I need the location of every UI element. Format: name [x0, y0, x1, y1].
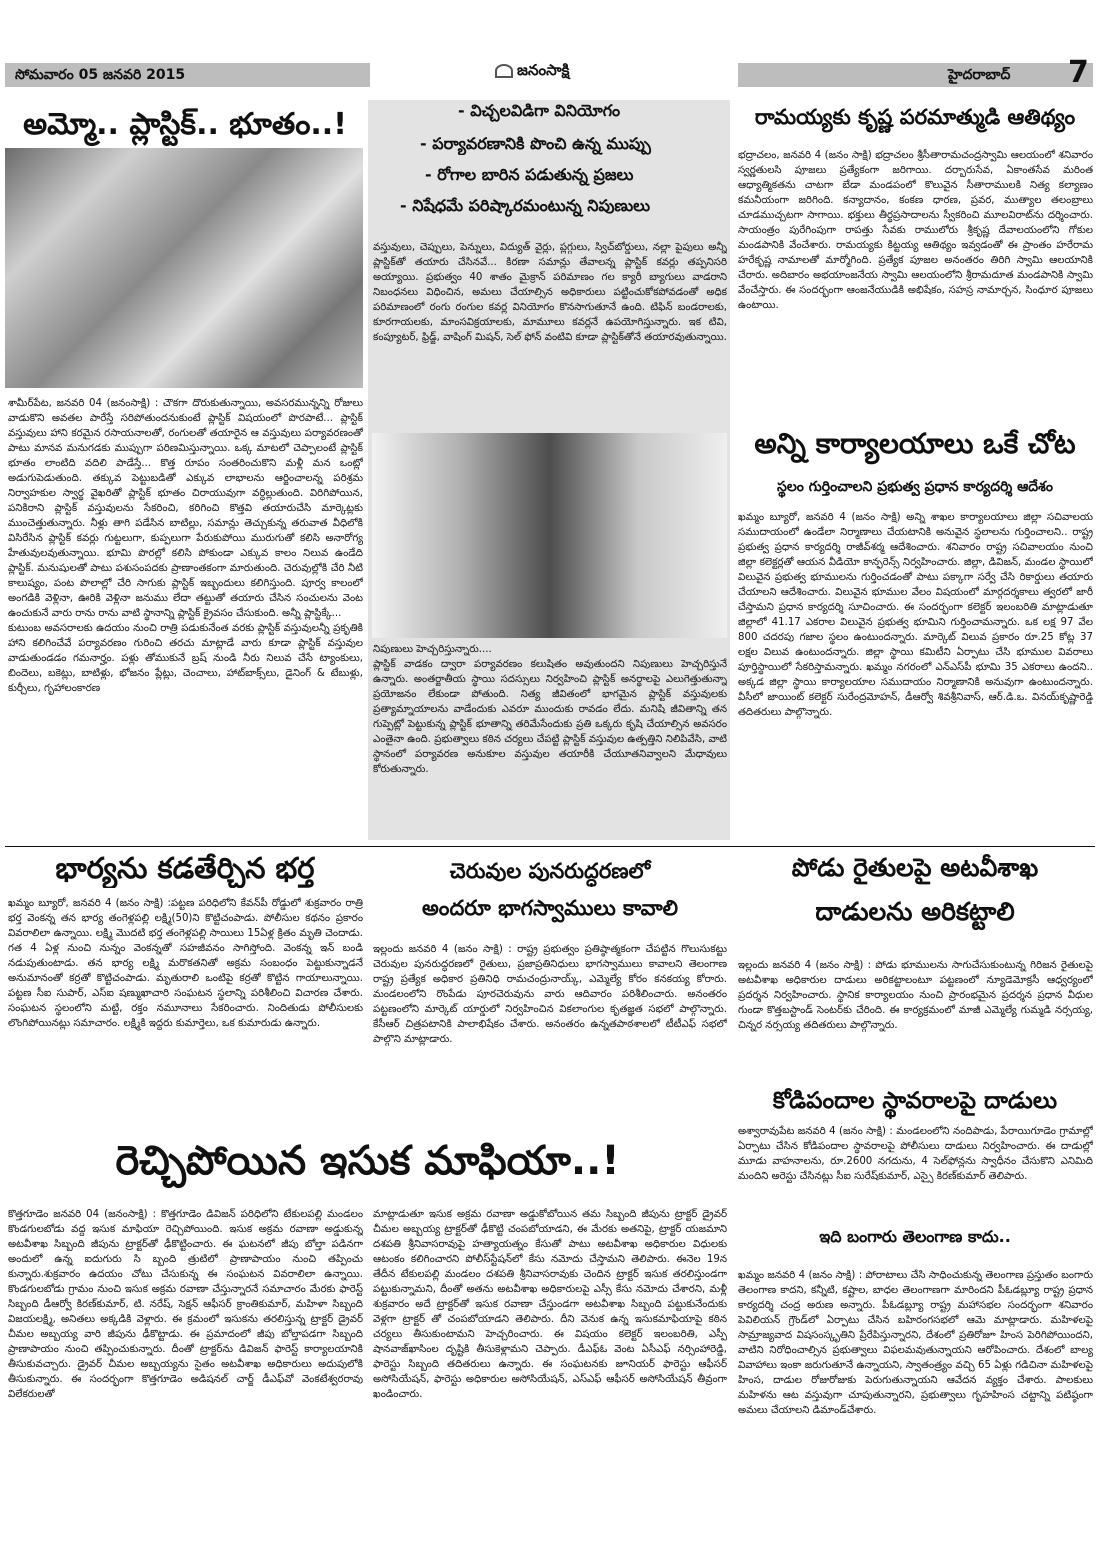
- telangana-headline: ఇది బంగారు తెలంగాణ కాదు..: [819, 1227, 1011, 1246]
- offices-headline: అన్ని కార్యాలయాలు ఒకే చోట: [754, 427, 1076, 460]
- podu-headline-line-2: దాడులను అరికట్టాలి: [815, 897, 1015, 926]
- ponds-headline-line-1: చెరువుల పునరుద్ధరణలో: [449, 859, 651, 883]
- masthead-city: హైదరాబాద్: [738, 63, 1093, 87]
- plastic-bullet-3: - రోగాల బారిన పడుతున్న ప్రజలు: [425, 165, 634, 184]
- plastic-bullet-4: - నిషేధమే పరిష్కారమంటున్న నిపుణులు: [400, 196, 651, 215]
- masthead: [0, 55, 1100, 95]
- husband-body: ఖమ్మం బ్యూరో, జనవరి 4 (జనం సాక్షి) :పట్టణ పరిధిలోని కేవన్‌పీ రోడ్డులో శుక్రవారం రాత్రి భర్త వెంకన్న తన భార్య తంగెళ్లపల్లి లక్ష్మి(50)ని కొట్టిచంపాడు. పోలీసుల కథనం ప్రకారం వివరాలిలా ఉన్నాయి. లక్ష్మి మొదటి భర్త తంగెళ్లపల్లి సాయిలు 15ఏళ్ల క్రితం మృతి చెందాడు. గత 4 ఏళ్ల నుంచి నున్నం వెంకన్నతో సహజీవనం సాగిస్తోంది. వెంకన్న ఇన్ బండి నడుపుతుంటాడు. తన భార్య లక్ష్మి మరొకతనితో అక్రమ సంబంధం పెట్టుకున్నాడనే అనుమానంతో కర్రతో కొట్టిచంపాడు. మృతురాలి ఒంటిపై కర్రతో కొట్టిన గాయాలున్నాయి. పట్టణ సీఐ సుపార్, ఎస్ఐ షణ్ముఖాచారి సంఘటన స్థలాన్ని పరిశీలించి విచారణ చేశారు. సంఘటన స్థలంలోని మట్టి, రక్తం నమూనాలు సేకరించారు. నిందితుడు పోలీసులకు లొంగిపోయినట్లు సమాచారం. లక్ష్మికి ఇద్దరు కుమార్తెలు, ఒక కుమారుడు ఉన్నారు.: [8, 898, 363, 1029]
- newspaper-logo-icon: [495, 64, 513, 78]
- plastic-mid-body-bottom: నిపుణులు హెచ్చరిస్తున్నారు.... ప్లాస్టిక్ వాడకం ద్వారా పర్యావరణం కలుషితం అవుతుందని నిపుణులు హెచ్చరిస్తునే ఉన్నారు. అంతర్జాతీయ స్థాయి సదస్సులు నిర్వహించి ప్లాస్టిక్ అనర్థాలపై ఎలుగెత్తుతున్నా ప్రయోజనం లేకుండా పోతుంది. నిత్య జీవితంలో భాగమైన ప్లాస్టిక్ వస్తువులకు ప్రత్యామ్నాయాలను వాడేందుకు ఎవరూ ముందుకు రావడం లేదు. మనిషి జీవితాన్ని తన గుప్పెట్లో పెట్టుకున్న ప్లాస్టిక్ భూతాన్ని తరిమేసేందుకు ప్రతి ఒక్కరు కృషి చేయాల్సిన అవసరం ఎంతైనా ఉంది. ప్రభుత్వాలు కఠిన చర్యలు చేపట్టి ప్లాస్టిక్ వస్తువుల ఉత్పత్తిని నిలిపివేసి, వాటి స్థానంలో పర్యావరణ అనుకూల వస్తువుల తయారీకి చేయూతనివ్వాలని మేధావులు కోరుతున్నారు.: [373, 644, 727, 775]
- sand-body-col-1: కొత్తగూడెం జనవరి 04 (జనంసాక్షి) : కొత్తగూడెం డివిజన్ పరిధిలోని టేకులపల్లి మండలం కొండగులబోడు వద్ద ఇసుక మాఫియా రెచ్చిపోయింది. ఇసుక అక్రమ రవాణా అడ్డుకున్న అటవీశాఖ సిబ్బంది జీపును ట్రాక్టర్‌తో ఢీకొట్టించారు. ఈ ఘటనలో జీపు బోల్తా పడినగా అందులో ఉన్న ఐదుగురు సి బ్బంది త్రుటిలో ప్రాణాపాయం నుంచి తప్పించు కున్నారు.శుక్రవారం ఉదయం చోటు చేసుకున్న ఈ సంఘటన వివరాలిలా ఉన్నాయి. కొండగులబోడు గ్రామం నుంచి ఇసుక అక్రమ రవాణా చేస్తున్నారనే సమాచారం మేరకు ఫారెస్ట్ సిబ్బంది డీఆర్వో కిరణ్‌కుమార్, టి. నరేష్, సెక్షన్ ఆఫీసర్ క్రాంతికుమార్, మహిళా సిబ్బంది విజయలక్ష్మి, అనితలు అక్కడికి వెళ్లారు. ఈ క్రమంలో ఇసుకను తరలిస్తున్న ట్రాక్టర్ డ్రైవర్ చీమల అబ్బయ్య వారి జీపును ఢీకొట్టాడు. ఈ ప్రమాదంలో జీపు బోల్తాపడగా సిబ్బంది ప్రాణాపాయం నుంచి తప్పించుకున్నారు. దీంతో ట్రాక్టర్‌ను డివిజన్ ఫారెస్ట్ కార్యాలయానికి తీసుకువచ్చారు. డ్రైవర్ చీమల అబ్బయ్యను సైతం అటవీశాఖ అధికారులు అదుపులోకి తీసుకున్నారు. ఈ సందర్భంగా కొత్తగూడెం అడిషనల్ చార్జ్ డీఎఫ్‌వో వెంకటేశ్వరరావు విలేకరులతో: [8, 1209, 363, 1400]
- plastic-bags-photo: [372, 433, 727, 638]
- plastic-headline: అమ్మో.. ప్లాస్టిక్.. భూతం..!: [23, 107, 347, 142]
- page-number: 7: [1068, 55, 1089, 90]
- masthead-logo: [495, 61, 569, 83]
- rooster-body: అశ్వారావుపేట జనవరి 4 (జనం సాక్షి) : మండలంలోని నందిపాడు, పేరాయిగూడెం గ్రామాల్లో ఏర్పాటు చేసిన కోడిపందాల స్థావరాలపై పోలీసులు దాడులు నిర్వహించారు. ఈ దాడుల్లో మూడు వాహనాలను, రూ.2600 నగదును, 4 సెల్‌ఫోన్లను స్వాధీనం చేసుకొని ఎనిమిది మందిని అరెస్టు చేసినట్లు సీఐ సురేష్‌కుమార్, ఎస్సై కిరణ్‌కుమార్ తెలిపారు.: [738, 1126, 1093, 1182]
- masthead-date: సోమవారం 05 జనవరి 2015: [5, 63, 370, 87]
- offices-subhead: స్థలం గుర్తించాలని ప్రభుత్వ ప్రధాన కార్యదర్శి ఆదేశం: [777, 479, 1053, 495]
- podu-headline-line-1: పోడు రైతులపై అటవీశాఖ: [791, 853, 1039, 882]
- section-divider: [5, 846, 1095, 847]
- plastic-bullet-2: - పర్యావరణానికి పొంచి ఉన్న ముప్పు: [420, 134, 651, 153]
- rooster-headline: కోడిపందాల స్థావరాలపై దాడులు: [772, 1088, 1058, 1114]
- ponds-body: ఇల్లందు జనవరి 4 (జనం సాక్షి) : రాష్ట్ర ప్రభుత్వం ప్రతిష్ఠాత్మకంగా చేపట్టిన గొలుసుకట్టు చెరువుల పునరుద్ధరణలో రైతులు, ప్రజాప్రతినిధులు భాగస్వాములు కావాలని తెలంగాణ రాష్ట్ర ప్రత్యేక అధికార ప్రతినిధి రామచంద్రునాయ్క్, ఎమ్మెల్యే కోరం కనకయ్య కోరారు. మండలంలోని రొంపేడు పూరచెరువును వారు ఆదివారం పరిశీలించారు. అనంతరం పట్టణంలోని మార్కెట్ యార్డులో నిర్వహించిన వికలాంగుల కృతజ్ఞత సభలో పాల్గొన్నారు. కేసీఆర్ చిత్రపటానికి పాలాభిషేకం చేశారు. అనంతరం ఉన్నతపాఠశాలలో టీటీఎఫ్ సభలో పాల్గొని మాట్లాడారు.: [373, 944, 727, 1045]
- sand-body-col-2: మాట్లాడుతూ ఇసుక అక్రమ రవాణా అడ్డుకోబోయిన తమ సిబ్బంది జీపును ట్రాక్టర్ డ్రైవర్ చీమల అబ్బయ్య ట్రాక్టర్‌తో ఢీకొట్టి చంపబోయాడని, ఈ మేరకు అతనిపై, ట్రాక్టర్ యజమాని దశపతి శ్రీనివాసరావుపై హత్యాయత్నం కేసుతో పాటు అటవీశాఖ అధికారుల విధులకు ఆటంకం కలిగించారని పోలీస్‌స్టేషన్‌లో కేసు నమోదు చేస్తామని తెలిపారు. ఈనెల 19న తేదీన టేకులపల్లి మండలం దశపతి శ్రీనివాసరావుకు చెందిన ట్రాక్టర్ ఇసుక తరలిస్తుండగా పట్టుకున్నామని, దీంతో అతను అటవీశాఖ అధికారులపై ఎస్సీ కేసు నమోదు చేశారని, మళ్లీ శుక్రవారం అదే ట్రాక్టర్‌తో ఇసుక రవాణా చేస్తుండగా అటవీశాఖ సిబ్బంది పట్టుకునేందుకు వెళ్లగా ట్రాక్టర్ తో చంపబోయాడని తెలిపారు. దీని వెనుక ఉన్న ఇసుకమాఫియాపై కఠిన చర్యలు తీసుకుంటామని హెచ్చరించారు. ఈ విషయం కలెక్టర్ ఇలంబరితి, ఎస్పీ షానవాజ్‌ఖాసింల దృష్టికి తీసుకెళ్లామని చెప్పారు. డీఎఫ్‌ఓ వెంట ఏసీఎఫ్ నర్సింహారెడ్డి, ఫారెస్టు సిబ్బంది తదితరులు ఉన్నారు. ఈ సంఘటనకు జూనియర్ ఫారెస్టు ఆఫీసర్ అసోసియేషన్, ఫారెస్టు అధికారుల అసోసియేషన్, ఎస్‌ఎఫ్ ఆఫీసర్ అసోసియేషన్ తీవ్రంగా ఖండించారు.: [373, 1209, 727, 1400]
- offices-body: ఖమ్మం బ్యూరో, జనవరి 4 (జనం సాక్షి) అన్ని శాఖల కార్యాలయాలు జిల్లా సచివాలయ సముదాయంలో ఉండేలా నిర్మాణాలు చేయటానికి అనువైన స్థలాలను గుర్తించాలని.. రాష్ట్ర ప్రభుత్వ ప్రధాన కార్యదర్శి రాజీవ్‌శర్మ ఆదేశించారు. శనివారం రాష్ట్ర సచివాలయం నుంచి జిల్లా కలెక్టర్లతో ఆయన వీడియో కాన్ఫరెన్స్ నిర్వహించారు. జిల్లా, డివిజన్, మండల స్థాయిలో విలువైన ప్రభుత్వ భూములను గుర్తించడంతో పాటు పక్కాగా సర్వే చేసి రికార్డులు తయారు చేయాలని ఆదేశించారు. విలువైన భూముల వేలం విషయంలో మార్గదర్శకాలు త్వరలో జారీ చేస్తామని ప్రధాన కార్యదర్శి సూచించారు. ఈ సందర్భంగా కలెక్టర్ ఇలంబరితి మాట్లాడుతూ జిల్లాలో 41.17 ఎకరాల విలువైన ప్రభుత్వ భూమిని గుర్తించామన్నారు. ఒక లక్ష 97 వేల 800 చదరపు గజాల స్థలం ఉంటుందన్నారు. మార్కెట్ విలువ ప్రకారం రూ.25 కోట్ల 37 లక్షల విలువ ఉంటుందన్నారు. జిల్లా స్థాయి కమిటీని ఏర్పాటు చేసి భూముల వివరాలు పూర్తిస్థాయిలో సేకరిస్తామన్నారు. ఖమ్మం నగరంలో ఎన్‌ఎస్‌పీ భూమి 35 ఎకరాలు ఉందని.. అక్కడ జిల్లా స్థాయి కార్యాలయాల సముదాయం నిర్మాణానికి అనువుగా ఉంటుందన్నారు. వీసీలో జాయింట్ కలెక్టర్ సురేంద్రమోహన్, డీఆర్వో శివశ్రీనివాస్, ఆర్.డి.ఒ. వినయ్‌కృష్ణారెడ్డి తదితరులు పాల్గొన్నారు.: [738, 512, 1093, 718]
- paper-name: జనంసాక్షి: [517, 61, 570, 79]
- sand-headline: రెచ్చిపోయిన ఇసుక మాఫియా..!: [115, 1138, 620, 1184]
- plastic-waste-photo: [5, 148, 363, 388]
- plastic-bullet-1: - విచ్చలవిడిగా వినియోగం: [458, 101, 621, 120]
- podu-body: ఇల్లందు జనవరి 4 (జనం సాక్షి) : పోడు భూములను సాగుచేసుకుంటున్న గిరిజన రైతులపై అటవీశాఖ అధికారుల దాడులు అరికట్టాలంటూ పట్టణంలో న్యూడెమోక్రసీ ఆధ్వర్యంలో ప్రదర్శన నిర్వహించారు. స్థానిక కార్యాలయం నుంచి ప్రారంభమైన ప్రదర్శన ప్రధాన వీధుల గుండా కొత్తబస్టాండ్ సెంటర్‌కు చేరింది. ఈ కార్యక్రమంలో మాజీ ఎమ్మెల్యే గుమ్మడి నర్సయ్య, చిన్నర నర్సయ్య తదితరులు పాల్గొన్నారు.: [738, 960, 1093, 1031]
- plastic-left-body: శామీర్‌పేట, జనవరి 04 (జనంసాక్షి) : చౌకగా దొరుకుతున్నాయి, అవసరమున్నన్ని రోజులు వాడుకొని అవతల పారేస్తే సరిపోతుందనుకుంటే ప్లాస్టిక్ విషయంలో పొరపాటే... ప్లాస్టిక్ వస్తువులు హాని కరమైన రసాయనాలతో, రంగులతో తయారైన ఆ వస్తువులు పర్యావరణంతో పాటు మానవ మనుగడకు ముప్పుగా పరిణమిస్తున్నాయి. ఒక్క మాటలో చెప్పాలంటే ప్లాస్టిక్ భూతం లాంటిది వదిలి పాడేస్తే... కొత్త రూపం సంతరించుకొని మళ్లీ మన ఒంట్లో అడుగుపెడుతుంది. తక్కువ పెట్టుబడితో ఎక్కువ లాభాలను ఆర్జించాలన్న పరిశ్రమ నిర్వాహకుల స్వార్థ వైఖరితో ప్లాస్టిక్ భూతం చిరాయువుగా వర్ధిల్లుతుంది. విరిగిపోయిన, పనికిరాని ప్లాస్టిక్ వస్తువులను సేకరించి, కరిగించి కొత్తవి తయారుచేసి మార్కెట్లకు ముంచెత్తుతున్నారు. నీళ్లు తాగి పడేసిన బాటిల్లు, సమాన్లు తెచ్చుకున్న తరువాత వీధిలోకి విసిరేసిన ప్లాస్టిక్ కవర్లు గుట్టలుగా, కుప్పలుగా పేరుకుపోయి మురుగుతో కలిసి అనారోగ్య హేతువులవుతున్నాయి. భూమి పొరల్లో కలిసి పోకుండా ఎక్కువ కాలం నిలువ ఉండేది ప్లాస్టిక్. మనుషులతో పాటు పశుసంపదకు ప్రాణాంతకంగా మారుతుంది. చెరువుల్లోకి చేరి నీటి కాలుష్యం, పంట పొలాల్లో చేరి సాగుకు ప్లాస్టిక్ ఇబ్బందులు కలిగిస్తుంది. పూర్వ కాలంలో అంగడికి వెళ్లినా, ఊరికి వెళ్లినా జనుము లేదా తట్టుతో తయారు చేసిన సంచులను వెంట ఉంచుకునే వారు రాను రాను వాటి స్థానాన్ని ప్లాస్టిక్ క్రైవసం చేసుకుంది. అన్నీ ప్లాస్టిక్కే... కుటుంబ అవసరాలకు ఉదయం నుంచి రాత్రి పడుకునేంత వరకు ప్లాస్టిక్ వస్తువులన్నీ ప్రకృతికి హాని కలిగించేవే పర్యావరణం గురించి తరచు మాట్లాడే వారు కూడా ప్లాస్టిక్ వస్తువుల వాడుతుండడం గమనార్హం. పళ్లు తోముకునే బ్రష్ నుండి నీరు నిలువ చేసే ట్యాంకులు, బిందెలు, బకెట్లు, బాటిళ్లు, భోజనం ప్లేట్లు, చెంచాలు, హాట్‌బాక్స్‌లు, డైనింగ్ & టేబుళ్లు, కుర్చీలు, గృహాలంకారణ: [8, 398, 363, 694]
- ponds-headline-line-2: అందరూ భాగస్వాములు కావాలి: [422, 896, 678, 920]
- ramayya-body: భద్రాచలం, జనవరి 4 (జనం సాక్షి) భద్రాచలం శ్రీసీతారామచంద్రస్వామి ఆలయంలో శనివారం స్వర్ణతులసి పూజలు ప్రత్యేకంగా జరిగాయి. దర్బారుసేవ, ఏకాంతసేవ మరింత ఆధ్యాత్మికతను చాటగా బేడా మండపంలో కొలువైన సీతారాములకి నిత్య కల్యాణం కమనీయంగా జరిగింది. కన్యాదానం, కంకణ ధారణ, ప్రవర, ముత్యాల తలంబ్రాలు చూడముచ్చటగా సాగాయి. భక్తులు తీర్థప్రసాదాలను స్వీకరించి మూలవిరాట్‌ను దర్శించారు. సాయంత్రం పురేగింపుగా రాపత్తు సేవకు రాములోరు శ్రీకృష్ణ దేవాలయంలోని గోకుల మండపానికి వేంచేశారు. రామయ్యకు కిట్టయ్య ఆతిథ్యం ఇవ్వడంతో ఈ ప్రాంతం హరేరామ హరేకృష్ణ నామాలతో మార్మోగింది. ప్రత్యేక పూజల అనంతరం తిరిగి స్వామి ఆలయానికి చేరారు. అదిబారం అభయాంజనేయ స్వామి ఆలయంలోని శ్రీరామదూత మండపానికి స్వామి వేంచేస్తారు. ఈ సందర్భంగా ఆంజనేయుడికి అభిషేకం, సహస్ర నామార్చన, సింధూర పూజలు ఉంటాయి.: [738, 150, 1093, 311]
- plastic-mid-body-top: వస్తువులు, చెప్పులు, పెన్నులు, విద్యుత్ వైర్లు, ప్లగ్గులు, స్విచ్‌బోర్డులు, నల్లా పైపులు అన్నీ ప్లాస్టిక్‌తో తయారు చేసినవే... కిరణా సమాన్లు తేవాలన్న ప్లాస్టిక్ కవర్లు తప్పనిసరి అయ్యాయి. ప్రభుత్వం 40 శాతం మైక్రాన్ పరిమాణం గల క్యారీ బ్యాగులు వాడరాని నిబంధనలు విధించిన, అమలు చేయాల్సిన అధికారులు పట్టించుకోకపోవడంతో అధిక పరిమాణంలో రంగు రంగుల కవర్ల వినియోగం కొనసాగుతూనే ఉంది. టిఫిన్ బండరాలకు, కూరగాయలకు, మాంసవిక్రయాలకు, మామూలు కవర్లనే ఉపయోగిస్తున్నారు. ఇక టివి, కంప్యూటర్, ఫ్రిడ్జ్, వాషింగ్ మిషన్, సెల్ ఫోన్ వంటివి కూడా ప్లాస్టిక్‌తోనే తయారవుతున్నాయి.: [373, 242, 727, 343]
- telangana-body: ఖమ్మం జనవరి 4 (జనం సాక్షి) : పోరాటాలు చేసి సాధించుకున్న తెలంగాణ ప్రస్తుతం బంగారు తెలంగాణ కాదని, కన్నీటి, కష్టాల, బాధల తెలంగాణగా మారిందని పీఓడబ్ల్యూ రాష్ట్ర ప్రధాన కార్యదర్శి చంద్ర అరుణ అన్నారు. పీఓడబ్ల్యూ రాష్ట్ర మహాసభల సందర్భంగా శనివారం పెవిలియన్ గ్రౌండ్‌లో ఏర్పాటు చేసిన బహిరంగసభలో ఆమె మాట్లాడారు. మహిళలపై సామ్రాజ్యవాద విషసంస్కృతిని ప్రేరేపిస్తున్నారని, దేశంలో ప్రతిరోజూ హింస పెరిగిపోయిందని, వాటిని నిరోధించాల్సిన ప్రభుత్వాలు విఫలమవుతున్నాయని ఆరోపించారు. దేశంలో బాల్య వివాహాలు ఇంకా జరుగుతూనే ఉన్నాయని, స్వాతంత్ర్యం వచ్చి 65 ఏళ్లు గడిచినా మహిళలపై హింస, దాడుల రోజురోజుకు పెరుగుతున్నాయని ఆవేదన వ్యక్తం చేశారు. పాలకులు మహిళను ఆట వస్తువుగా చూపుతున్నారని, ప్రభుత్వాలు గృహహింస చట్టాన్ని పటిష్ఠంగా అమలు చేయాలని డిమాండ్‌చేశారు.: [738, 1270, 1093, 1416]
- ramayya-headline: రామయ్యకు కృష్ణ పరమాత్ముడి ఆతిథ్యం: [754, 105, 1076, 129]
- husband-headline: భార్యను కడతేర్చిన భర్త: [55, 851, 315, 885]
